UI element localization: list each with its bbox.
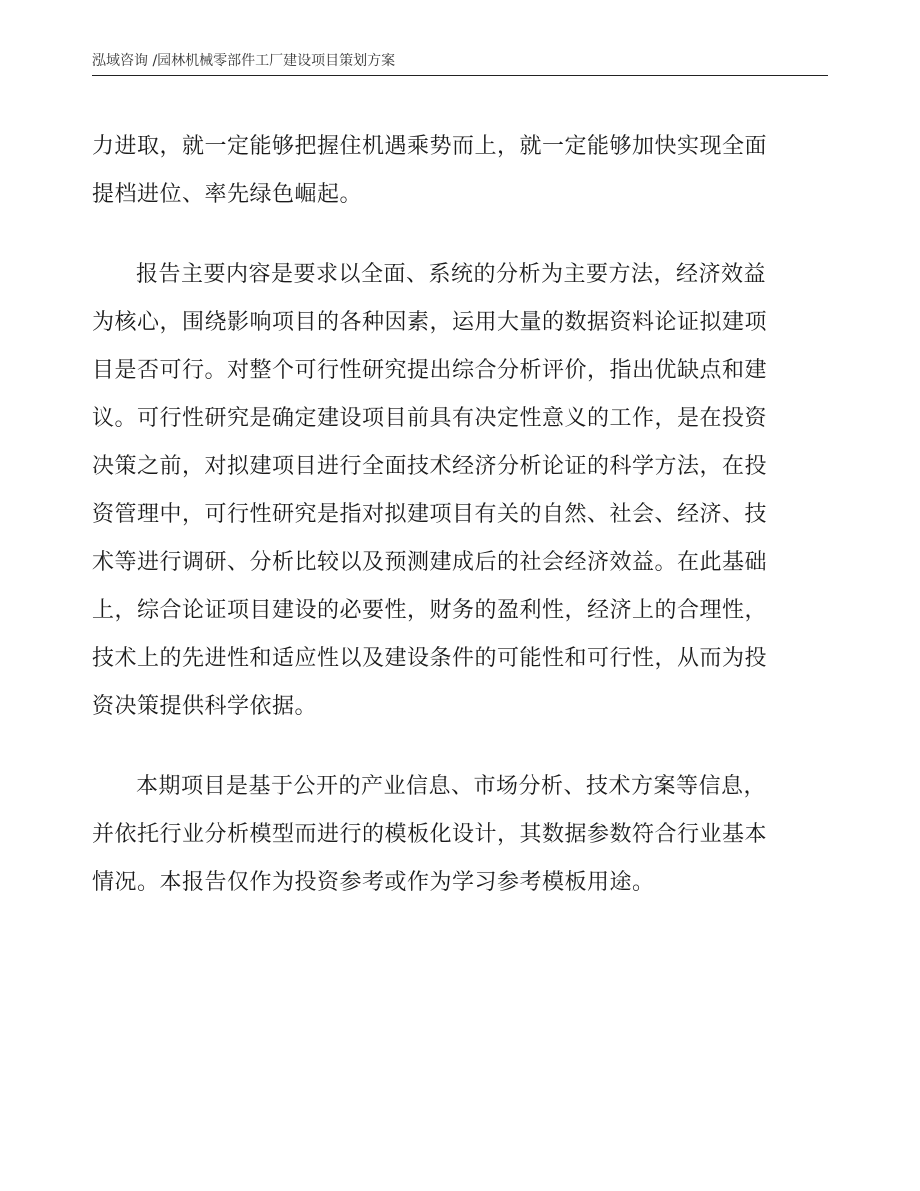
document-body [92, 123, 828, 907]
header-title: 泓域咨询 /园林机械零部件工厂建设项目策划方案 [92, 53, 396, 69]
text-line: 上，综合论证项目建设的必要性，财务的盈利性，经济上的合理性， [92, 598, 768, 623]
paragraph-report-content [92, 251, 828, 731]
paragraph-project-basis [92, 763, 828, 907]
paragraph-spacing [92, 731, 828, 763]
text-line: 报告主要内容是要求以全面、系统的分析为主要方法，经济效益 [136, 262, 767, 287]
text-line: 本期项目是基于公开的产业信息、市场分析、技术方案等信息， [136, 774, 767, 799]
paragraph-spacing [92, 219, 828, 251]
text-line: 资决策提供科学依据。 [92, 694, 318, 719]
text-line: 术等进行调研、分析比较以及预测建成后的社会经济效益。在此基础 [92, 550, 768, 575]
paragraph-continuation [92, 123, 828, 219]
text-line: 议。可行性研究是确定建设项目前具有决定性意义的工作，是在投资 [92, 406, 768, 431]
text-line: 决策之前，对拟建项目进行全面技术经济分析论证的科学方法，在投 [92, 454, 768, 479]
text-line: 提档进位、率先绿色崛起。 [92, 182, 363, 207]
page-header [92, 50, 828, 76]
text-line: 力进取，就一定能够把握住机遇乘势而上，就一定能够加快实现全面 [92, 134, 768, 159]
text-line: 资管理中，可行性研究是指对拟建项目有关的自然、社会、经济、技 [92, 502, 768, 527]
text-line: 技术上的先进性和适应性以及建设条件的可能性和可行性，从而为投 [92, 646, 768, 671]
text-line: 并依托行业分析模型而进行的模板化设计，其数据参数符合行业基本 [92, 822, 768, 847]
text-line: 为核心，围绕影响项目的各种因素，运用大量的数据资料论证拟建项 [92, 310, 768, 335]
text-line: 情况。本报告仅作为投资参考或作为学习参考模板用途。 [92, 870, 655, 895]
text-line: 目是否可行。对整个可行性研究提出综合分析评价，指出优缺点和建 [92, 358, 768, 383]
header-divider [92, 75, 828, 76]
